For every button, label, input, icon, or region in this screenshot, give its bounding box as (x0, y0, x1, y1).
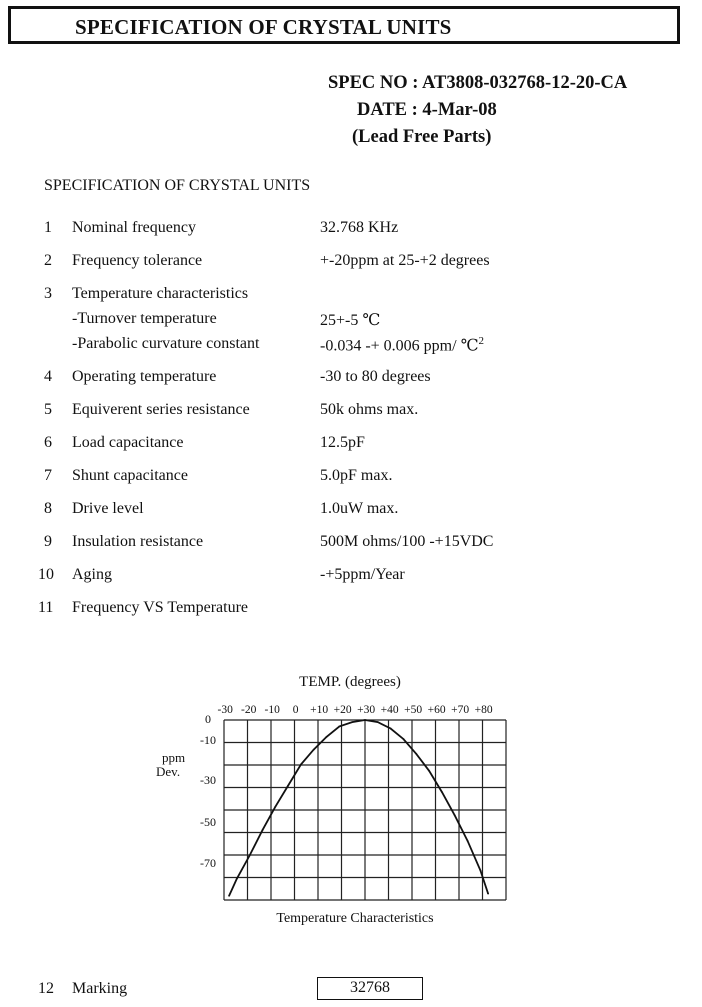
spec-row (0, 310, 702, 334)
x-tick-label: -20 (241, 704, 257, 716)
data-point (454, 814, 456, 816)
data-point (274, 806, 276, 808)
spec-value (320, 252, 490, 270)
spec-value-text: 50k ohms max. (320, 401, 419, 418)
spec-value-text: 32.768 KHz (320, 219, 399, 236)
spec-value (320, 310, 380, 330)
x-tick-label: +20 (333, 704, 352, 716)
spec-value (320, 500, 398, 518)
data-point (300, 764, 302, 766)
marking-label: Marking (72, 980, 128, 997)
data-point (326, 736, 328, 738)
spec-label: Operating temperature (72, 368, 217, 385)
spec-value-superscript: 2 (478, 335, 484, 347)
y-tick-label: -10 (200, 733, 216, 747)
data-point (441, 791, 443, 793)
spec-label: -Turnover temperature (72, 310, 217, 327)
data-point (287, 785, 289, 787)
chart-canvas (140, 668, 520, 938)
spec-number-cell: 6 (44, 434, 52, 451)
spec-row (0, 285, 702, 309)
y-axis-label: Dev. (156, 764, 181, 779)
spec-value (320, 368, 431, 386)
spec-number-cell: 3 (44, 285, 52, 302)
y-tick-label: -30 (200, 773, 216, 787)
spec-number-cell: 10 (38, 566, 54, 583)
data-point (480, 870, 482, 872)
x-tick-label: +80 (474, 704, 493, 716)
x-tick-label: -30 (217, 704, 233, 716)
marking-box (317, 977, 423, 1000)
spec-value-text: +-20ppm at 25-+2 degrees (320, 252, 490, 269)
spec-number: SPEC NO : AT3808-032768-12-20-CA (328, 73, 628, 93)
spec-label: Nominal frequency (72, 219, 196, 236)
spec-row (0, 252, 702, 276)
y-tick-label: -70 (200, 856, 216, 870)
spec-label: -Parabolic curvature constant (72, 335, 260, 352)
data-point (313, 749, 315, 751)
spec-number-cell: 1 (44, 219, 52, 236)
data-point (228, 895, 230, 897)
spec-number-cell: 5 (44, 401, 52, 418)
data-point (351, 721, 353, 723)
spec-label: Frequency tolerance (72, 252, 203, 269)
spec-label: Frequency VS Temperature (72, 599, 249, 616)
x-tick-label: +70 (451, 704, 470, 716)
spec-value (320, 335, 484, 355)
spec-label: Temperature characteristics (72, 285, 249, 302)
spec-value (320, 566, 405, 584)
data-point (428, 770, 430, 772)
lead-free-note: (Lead Free Parts) (352, 127, 492, 147)
x-tick-label: 0 (292, 704, 299, 716)
spec-value-text: -30 to 80 degrees (320, 368, 431, 385)
spec-label: Insulation resistance (72, 533, 204, 550)
data-point (339, 726, 341, 728)
spec-row (0, 599, 702, 623)
x-tick-label: +10 (310, 704, 329, 716)
spec-number-cell: 12 (38, 980, 54, 997)
spec-label: Aging (72, 566, 112, 583)
spec-value (320, 434, 365, 452)
spec-row (0, 434, 702, 458)
spec-value-text: 12.5pF (320, 434, 365, 451)
data-point (390, 728, 392, 730)
series-line (229, 720, 488, 896)
spec-row (0, 401, 702, 425)
spec-value (320, 467, 392, 485)
frequency-temperature-chart (140, 668, 520, 938)
section-heading: SPECIFICATION OF CRYSTAL UNITS (44, 177, 311, 194)
spec-number-cell: 2 (44, 252, 52, 269)
marking-value: 32768 (350, 979, 390, 996)
spec-value-text: -+5ppm/Year (320, 566, 405, 583)
spec-row (0, 533, 702, 557)
x-tick-label: +60 (427, 704, 446, 716)
spec-number-cell: 11 (38, 599, 54, 616)
y-tick-label: 0 (205, 712, 211, 726)
data-point (377, 721, 379, 723)
x-tick-label: +50 (404, 704, 423, 716)
y-axis-label: ppm (162, 750, 186, 765)
spec-row (0, 368, 702, 392)
spec-row (0, 566, 702, 590)
data-point (364, 719, 366, 721)
spec-value (320, 401, 418, 419)
data-point (415, 753, 417, 755)
spec-label: Shunt capacitance (72, 467, 188, 484)
document-title: SPECIFICATION OF CRYSTAL UNITS (75, 15, 452, 39)
y-tick-label: -50 (200, 815, 216, 829)
spec-value-text: 500M ohms/100 -+15VDC (320, 533, 494, 550)
spec-number-cell: 7 (44, 467, 52, 484)
spec-number-cell: 4 (44, 368, 52, 385)
data-point (262, 829, 264, 831)
spec-row (0, 500, 702, 524)
data-point (403, 738, 405, 740)
spec-label: Load capacitance (72, 434, 184, 451)
spec-value (320, 533, 493, 551)
spec-value-text: 5.0pF max. (320, 467, 393, 484)
title-box (8, 6, 680, 44)
x-tick-label: -10 (264, 704, 280, 716)
spec-label: Equiverent series resistance (72, 401, 250, 418)
x-tick-label: +30 (357, 704, 376, 716)
spec-row (0, 467, 702, 491)
data-point (249, 855, 251, 857)
data-point (467, 840, 469, 842)
data-point (487, 893, 489, 895)
spec-value-text: 25+-5 ℃ (320, 312, 381, 329)
chart-title: TEMP. (degrees) (299, 674, 401, 690)
spec-value (320, 219, 398, 237)
x-axis-label: Temperature Characteristics (276, 911, 434, 926)
spec-date: DATE : 4-Mar-08 (357, 100, 497, 120)
spec-value-text: -0.034 -+ 0.006 ppm/ ℃ (320, 337, 479, 355)
spec-label: Drive level (72, 500, 144, 517)
spec-number-cell: 9 (44, 533, 52, 550)
spec-value-text: 1.0uW max. (320, 500, 399, 517)
spec-number-cell: 8 (44, 500, 52, 517)
data-point (236, 878, 238, 880)
spec-row (0, 335, 702, 359)
x-tick-label: +40 (380, 704, 399, 716)
spec-row (0, 219, 702, 243)
